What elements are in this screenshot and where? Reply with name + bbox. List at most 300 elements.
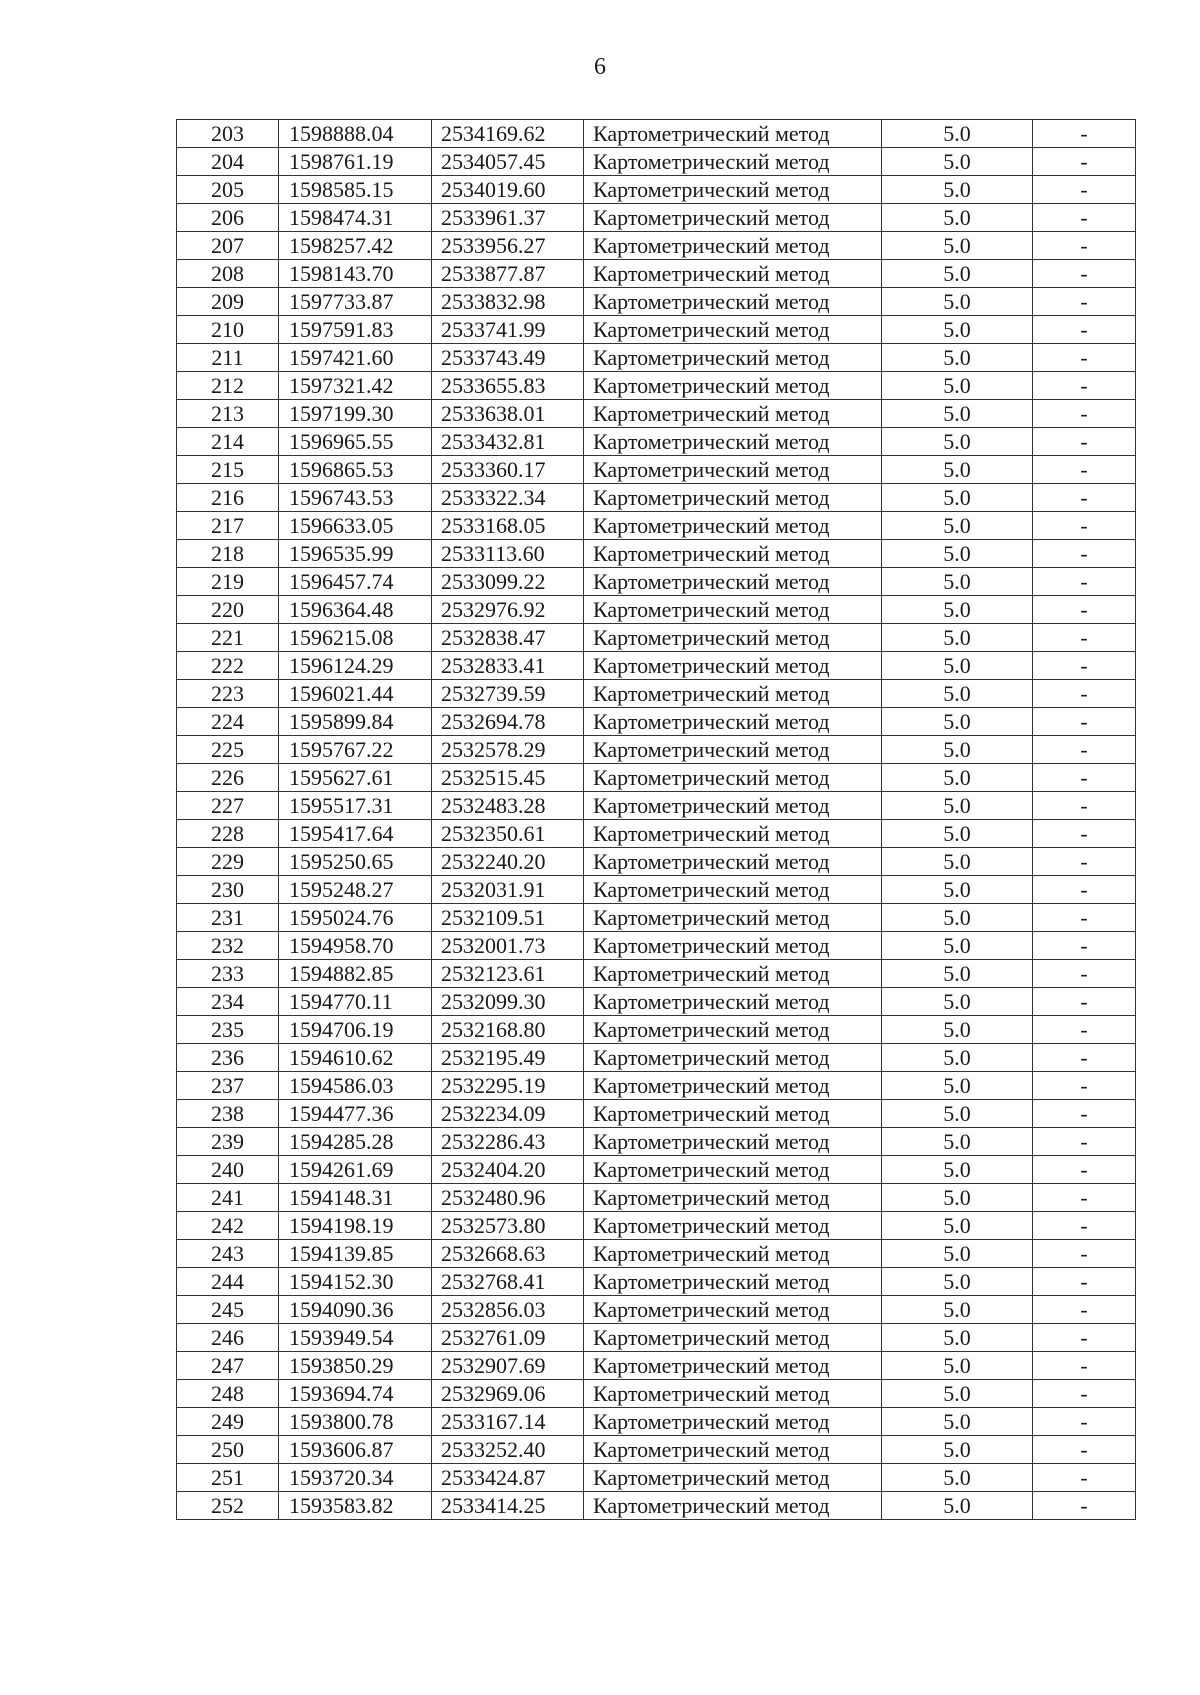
x-coordinate-cell: 1598143.70 xyxy=(279,260,432,288)
method-cell: Картометрический метод xyxy=(584,932,882,960)
method-cell: Картометрический метод xyxy=(584,400,882,428)
accuracy-cell: 5.0 xyxy=(882,372,1033,400)
method-cell: Картометрический метод xyxy=(584,232,882,260)
x-coordinate-cell: 1597199.30 xyxy=(279,400,432,428)
point-number-cell: 247 xyxy=(177,1352,279,1380)
point-number-cell: 251 xyxy=(177,1464,279,1492)
method-cell: Картометрический метод xyxy=(584,1464,882,1492)
point-number-cell: 232 xyxy=(177,932,279,960)
point-number-cell: 231 xyxy=(177,904,279,932)
accuracy-cell: 5.0 xyxy=(882,260,1033,288)
point-number-cell: 243 xyxy=(177,1240,279,1268)
method-cell: Картометрический метод xyxy=(584,540,882,568)
table-row xyxy=(177,680,1136,708)
description-cell: - xyxy=(1033,1240,1136,1268)
accuracy-cell: 5.0 xyxy=(882,1296,1033,1324)
accuracy-cell: 5.0 xyxy=(882,960,1033,988)
description-cell: - xyxy=(1033,316,1136,344)
table-row xyxy=(177,568,1136,596)
y-coordinate-cell: 2533168.05 xyxy=(432,512,584,540)
accuracy-cell: 5.0 xyxy=(882,624,1033,652)
description-cell: - xyxy=(1033,596,1136,624)
point-number-cell: 214 xyxy=(177,428,279,456)
x-coordinate-cell: 1594152.30 xyxy=(279,1268,432,1296)
method-cell: Картометрический метод xyxy=(584,960,882,988)
y-coordinate-cell: 2532838.47 xyxy=(432,624,584,652)
point-number-cell: 205 xyxy=(177,176,279,204)
accuracy-cell: 5.0 xyxy=(882,1184,1033,1212)
accuracy-cell: 5.0 xyxy=(882,1044,1033,1072)
y-coordinate-cell: 2534019.60 xyxy=(432,176,584,204)
accuracy-cell: 5.0 xyxy=(882,204,1033,232)
y-coordinate-cell: 2532123.61 xyxy=(432,960,584,988)
y-coordinate-cell: 2533741.99 xyxy=(432,316,584,344)
y-coordinate-cell: 2532976.92 xyxy=(432,596,584,624)
table-row xyxy=(177,1016,1136,1044)
x-coordinate-cell: 1595517.31 xyxy=(279,792,432,820)
point-number-cell: 226 xyxy=(177,764,279,792)
point-number-cell: 227 xyxy=(177,792,279,820)
accuracy-cell: 5.0 xyxy=(882,904,1033,932)
description-cell: - xyxy=(1033,1016,1136,1044)
y-coordinate-cell: 2533961.37 xyxy=(432,204,584,232)
table-row xyxy=(177,1268,1136,1296)
description-cell: - xyxy=(1033,652,1136,680)
description-cell: - xyxy=(1033,176,1136,204)
point-number-cell: 218 xyxy=(177,540,279,568)
description-cell: - xyxy=(1033,1296,1136,1324)
accuracy-cell: 5.0 xyxy=(882,540,1033,568)
table-row xyxy=(177,932,1136,960)
y-coordinate-cell: 2532195.49 xyxy=(432,1044,584,1072)
description-cell: - xyxy=(1033,260,1136,288)
x-coordinate-cell: 1597733.87 xyxy=(279,288,432,316)
table-row xyxy=(177,316,1136,344)
point-number-cell: 225 xyxy=(177,736,279,764)
table-row xyxy=(177,1408,1136,1436)
accuracy-cell: 5.0 xyxy=(882,932,1033,960)
method-cell: Картометрический метод xyxy=(584,1072,882,1100)
accuracy-cell: 5.0 xyxy=(882,1072,1033,1100)
accuracy-cell: 5.0 xyxy=(882,1128,1033,1156)
description-cell: - xyxy=(1033,400,1136,428)
x-coordinate-cell: 1595417.64 xyxy=(279,820,432,848)
x-coordinate-cell: 1596021.44 xyxy=(279,680,432,708)
y-coordinate-cell: 2532295.19 xyxy=(432,1072,584,1100)
method-cell: Картометрический метод xyxy=(584,512,882,540)
accuracy-cell: 5.0 xyxy=(882,820,1033,848)
description-cell: - xyxy=(1033,1464,1136,1492)
accuracy-cell: 5.0 xyxy=(882,568,1033,596)
y-coordinate-cell: 2532969.06 xyxy=(432,1380,584,1408)
accuracy-cell: 5.0 xyxy=(882,1268,1033,1296)
x-coordinate-cell: 1598257.42 xyxy=(279,232,432,260)
method-cell: Картометрический метод xyxy=(584,1492,882,1520)
y-coordinate-cell: 2534169.62 xyxy=(432,120,584,148)
x-coordinate-cell: 1594139.85 xyxy=(279,1240,432,1268)
y-coordinate-cell: 2532404.20 xyxy=(432,1156,584,1184)
description-cell: - xyxy=(1033,624,1136,652)
x-coordinate-cell: 1598761.19 xyxy=(279,148,432,176)
description-cell: - xyxy=(1033,1324,1136,1352)
table-row xyxy=(177,1380,1136,1408)
y-coordinate-cell: 2532168.80 xyxy=(432,1016,584,1044)
description-cell: - xyxy=(1033,120,1136,148)
point-number-cell: 252 xyxy=(177,1492,279,1520)
method-cell: Картометрический метод xyxy=(584,680,882,708)
y-coordinate-cell: 2532761.09 xyxy=(432,1324,584,1352)
table-row xyxy=(177,428,1136,456)
point-number-cell: 249 xyxy=(177,1408,279,1436)
table-row xyxy=(177,1212,1136,1240)
y-coordinate-cell: 2532099.30 xyxy=(432,988,584,1016)
y-coordinate-cell: 2532694.78 xyxy=(432,708,584,736)
y-coordinate-cell: 2532856.03 xyxy=(432,1296,584,1324)
accuracy-cell: 5.0 xyxy=(882,344,1033,372)
point-number-cell: 207 xyxy=(177,232,279,260)
table-row xyxy=(177,176,1136,204)
x-coordinate-cell: 1595250.65 xyxy=(279,848,432,876)
x-coordinate-cell: 1594610.62 xyxy=(279,1044,432,1072)
accuracy-cell: 5.0 xyxy=(882,1100,1033,1128)
table-row xyxy=(177,1492,1136,1520)
description-cell: - xyxy=(1033,960,1136,988)
accuracy-cell: 5.0 xyxy=(882,1156,1033,1184)
accuracy-cell: 5.0 xyxy=(882,736,1033,764)
point-number-cell: 217 xyxy=(177,512,279,540)
description-cell: - xyxy=(1033,1492,1136,1520)
y-coordinate-cell: 2532286.43 xyxy=(432,1128,584,1156)
point-number-cell: 238 xyxy=(177,1100,279,1128)
x-coordinate-cell: 1596215.08 xyxy=(279,624,432,652)
description-cell: - xyxy=(1033,680,1136,708)
point-number-cell: 206 xyxy=(177,204,279,232)
accuracy-cell: 5.0 xyxy=(882,1240,1033,1268)
method-cell: Картометрический метод xyxy=(584,1184,882,1212)
accuracy-cell: 5.0 xyxy=(882,596,1033,624)
x-coordinate-cell: 1596965.55 xyxy=(279,428,432,456)
method-cell: Картометрический метод xyxy=(584,1212,882,1240)
point-number-cell: 248 xyxy=(177,1380,279,1408)
x-coordinate-cell: 1598474.31 xyxy=(279,204,432,232)
x-coordinate-cell: 1598585.15 xyxy=(279,176,432,204)
description-cell: - xyxy=(1033,1128,1136,1156)
accuracy-cell: 5.0 xyxy=(882,848,1033,876)
x-coordinate-cell: 1594148.31 xyxy=(279,1184,432,1212)
method-cell: Картометрический метод xyxy=(584,736,882,764)
table-row xyxy=(177,1352,1136,1380)
x-coordinate-cell: 1594770.11 xyxy=(279,988,432,1016)
description-cell: - xyxy=(1033,848,1136,876)
table-row xyxy=(177,512,1136,540)
x-coordinate-cell: 1595024.76 xyxy=(279,904,432,932)
point-number-cell: 234 xyxy=(177,988,279,1016)
table-row xyxy=(177,1100,1136,1128)
accuracy-cell: 5.0 xyxy=(882,1016,1033,1044)
table-row xyxy=(177,400,1136,428)
x-coordinate-cell: 1593694.74 xyxy=(279,1380,432,1408)
point-number-cell: 213 xyxy=(177,400,279,428)
method-cell: Картометрический метод xyxy=(584,596,882,624)
method-cell: Картометрический метод xyxy=(584,484,882,512)
table-row xyxy=(177,988,1136,1016)
y-coordinate-cell: 2533252.40 xyxy=(432,1436,584,1464)
description-cell: - xyxy=(1033,456,1136,484)
y-coordinate-cell: 2533424.87 xyxy=(432,1464,584,1492)
table-row xyxy=(177,1184,1136,1212)
y-coordinate-cell: 2534057.45 xyxy=(432,148,584,176)
x-coordinate-cell: 1597591.83 xyxy=(279,316,432,344)
y-coordinate-cell: 2532907.69 xyxy=(432,1352,584,1380)
table-row xyxy=(177,736,1136,764)
table-row xyxy=(177,1128,1136,1156)
x-coordinate-cell: 1593583.82 xyxy=(279,1492,432,1520)
accuracy-cell: 5.0 xyxy=(882,708,1033,736)
description-cell: - xyxy=(1033,820,1136,848)
x-coordinate-cell: 1596535.99 xyxy=(279,540,432,568)
point-number-cell: 242 xyxy=(177,1212,279,1240)
point-number-cell: 210 xyxy=(177,316,279,344)
y-coordinate-cell: 2533832.98 xyxy=(432,288,584,316)
accuracy-cell: 5.0 xyxy=(882,176,1033,204)
method-cell: Картометрический метод xyxy=(584,428,882,456)
y-coordinate-cell: 2532768.41 xyxy=(432,1268,584,1296)
description-cell: - xyxy=(1033,540,1136,568)
method-cell: Картометрический метод xyxy=(584,1352,882,1380)
point-number-cell: 223 xyxy=(177,680,279,708)
x-coordinate-cell: 1596124.29 xyxy=(279,652,432,680)
description-cell: - xyxy=(1033,484,1136,512)
accuracy-cell: 5.0 xyxy=(882,456,1033,484)
y-coordinate-cell: 2532668.63 xyxy=(432,1240,584,1268)
point-number-cell: 241 xyxy=(177,1184,279,1212)
table-row xyxy=(177,1072,1136,1100)
description-cell: - xyxy=(1033,204,1136,232)
accuracy-cell: 5.0 xyxy=(882,1324,1033,1352)
description-cell: - xyxy=(1033,932,1136,960)
accuracy-cell: 5.0 xyxy=(882,316,1033,344)
description-cell: - xyxy=(1033,1436,1136,1464)
x-coordinate-cell: 1593720.34 xyxy=(279,1464,432,1492)
table-row xyxy=(177,876,1136,904)
method-cell: Картометрический метод xyxy=(584,904,882,932)
description-cell: - xyxy=(1033,428,1136,456)
x-coordinate-cell: 1594198.19 xyxy=(279,1212,432,1240)
point-number-cell: 230 xyxy=(177,876,279,904)
accuracy-cell: 5.0 xyxy=(882,1436,1033,1464)
y-coordinate-cell: 2533877.87 xyxy=(432,260,584,288)
y-coordinate-cell: 2532240.20 xyxy=(432,848,584,876)
accuracy-cell: 5.0 xyxy=(882,148,1033,176)
accuracy-cell: 5.0 xyxy=(882,792,1033,820)
y-coordinate-cell: 2533099.22 xyxy=(432,568,584,596)
accuracy-cell: 5.0 xyxy=(882,400,1033,428)
coordinates-table-body xyxy=(177,120,1136,1520)
y-coordinate-cell: 2533360.17 xyxy=(432,456,584,484)
description-cell: - xyxy=(1033,1044,1136,1072)
coordinates-table xyxy=(176,119,1136,1520)
x-coordinate-cell: 1593850.29 xyxy=(279,1352,432,1380)
method-cell: Картометрический метод xyxy=(584,876,882,904)
point-number-cell: 237 xyxy=(177,1072,279,1100)
table-row xyxy=(177,148,1136,176)
description-cell: - xyxy=(1033,1156,1136,1184)
x-coordinate-cell: 1597321.42 xyxy=(279,372,432,400)
y-coordinate-cell: 2532573.80 xyxy=(432,1212,584,1240)
method-cell: Картометрический метод xyxy=(584,260,882,288)
method-cell: Картометрический метод xyxy=(584,1324,882,1352)
point-number-cell: 229 xyxy=(177,848,279,876)
method-cell: Картометрический метод xyxy=(584,988,882,1016)
x-coordinate-cell: 1597421.60 xyxy=(279,344,432,372)
y-coordinate-cell: 2533956.27 xyxy=(432,232,584,260)
point-number-cell: 209 xyxy=(177,288,279,316)
table-row xyxy=(177,1156,1136,1184)
method-cell: Картометрический метод xyxy=(584,344,882,372)
method-cell: Картометрический метод xyxy=(584,1156,882,1184)
method-cell: Картометрический метод xyxy=(584,120,882,148)
description-cell: - xyxy=(1033,988,1136,1016)
accuracy-cell: 5.0 xyxy=(882,1212,1033,1240)
description-cell: - xyxy=(1033,512,1136,540)
x-coordinate-cell: 1594586.03 xyxy=(279,1072,432,1100)
table-row xyxy=(177,1044,1136,1072)
description-cell: - xyxy=(1033,232,1136,260)
x-coordinate-cell: 1596633.05 xyxy=(279,512,432,540)
description-cell: - xyxy=(1033,708,1136,736)
description-cell: - xyxy=(1033,1380,1136,1408)
accuracy-cell: 5.0 xyxy=(882,1408,1033,1436)
y-coordinate-cell: 2532739.59 xyxy=(432,680,584,708)
y-coordinate-cell: 2532234.09 xyxy=(432,1100,584,1128)
x-coordinate-cell: 1594706.19 xyxy=(279,1016,432,1044)
description-cell: - xyxy=(1033,372,1136,400)
y-coordinate-cell: 2532515.45 xyxy=(432,764,584,792)
x-coordinate-cell: 1594882.85 xyxy=(279,960,432,988)
method-cell: Картометрический метод xyxy=(584,204,882,232)
method-cell: Картометрический метод xyxy=(584,1296,882,1324)
table-row xyxy=(177,624,1136,652)
y-coordinate-cell: 2533322.34 xyxy=(432,484,584,512)
method-cell: Картометрический метод xyxy=(584,652,882,680)
point-number-cell: 204 xyxy=(177,148,279,176)
method-cell: Картометрический метод xyxy=(584,848,882,876)
accuracy-cell: 5.0 xyxy=(882,484,1033,512)
y-coordinate-cell: 2532109.51 xyxy=(432,904,584,932)
method-cell: Картометрический метод xyxy=(584,1044,882,1072)
description-cell: - xyxy=(1033,1184,1136,1212)
description-cell: - xyxy=(1033,344,1136,372)
table-row xyxy=(177,372,1136,400)
description-cell: - xyxy=(1033,876,1136,904)
method-cell: Картометрический метод xyxy=(584,1436,882,1464)
table-row xyxy=(177,120,1136,148)
point-number-cell: 220 xyxy=(177,596,279,624)
accuracy-cell: 5.0 xyxy=(882,120,1033,148)
description-cell: - xyxy=(1033,568,1136,596)
description-cell: - xyxy=(1033,1212,1136,1240)
y-coordinate-cell: 2533167.14 xyxy=(432,1408,584,1436)
y-coordinate-cell: 2532350.61 xyxy=(432,820,584,848)
description-cell: - xyxy=(1033,792,1136,820)
method-cell: Картометрический метод xyxy=(584,764,882,792)
point-number-cell: 222 xyxy=(177,652,279,680)
x-coordinate-cell: 1596865.53 xyxy=(279,456,432,484)
y-coordinate-cell: 2533638.01 xyxy=(432,400,584,428)
accuracy-cell: 5.0 xyxy=(882,764,1033,792)
method-cell: Картометрический метод xyxy=(584,456,882,484)
table-row xyxy=(177,708,1136,736)
x-coordinate-cell: 1594285.28 xyxy=(279,1128,432,1156)
method-cell: Картометрический метод xyxy=(584,708,882,736)
x-coordinate-cell: 1595248.27 xyxy=(279,876,432,904)
accuracy-cell: 5.0 xyxy=(882,1380,1033,1408)
description-cell: - xyxy=(1033,148,1136,176)
x-coordinate-cell: 1596457.74 xyxy=(279,568,432,596)
method-cell: Картометрический метод xyxy=(584,1016,882,1044)
table-row xyxy=(177,456,1136,484)
table-row xyxy=(177,232,1136,260)
x-coordinate-cell: 1593949.54 xyxy=(279,1324,432,1352)
method-cell: Картометрический метод xyxy=(584,372,882,400)
description-cell: - xyxy=(1033,1352,1136,1380)
table-row xyxy=(177,764,1136,792)
point-number-cell: 240 xyxy=(177,1156,279,1184)
point-number-cell: 245 xyxy=(177,1296,279,1324)
method-cell: Картометрический метод xyxy=(584,148,882,176)
table-row xyxy=(177,260,1136,288)
y-coordinate-cell: 2533113.60 xyxy=(432,540,584,568)
method-cell: Картометрический метод xyxy=(584,792,882,820)
x-coordinate-cell: 1596364.48 xyxy=(279,596,432,624)
method-cell: Картометрический метод xyxy=(584,1268,882,1296)
y-coordinate-cell: 2532578.29 xyxy=(432,736,584,764)
y-coordinate-cell: 2532001.73 xyxy=(432,932,584,960)
x-coordinate-cell: 1593800.78 xyxy=(279,1408,432,1436)
point-number-cell: 224 xyxy=(177,708,279,736)
point-number-cell: 233 xyxy=(177,960,279,988)
point-number-cell: 239 xyxy=(177,1128,279,1156)
accuracy-cell: 5.0 xyxy=(882,1492,1033,1520)
accuracy-cell: 5.0 xyxy=(882,512,1033,540)
x-coordinate-cell: 1596743.53 xyxy=(279,484,432,512)
table-row xyxy=(177,848,1136,876)
y-coordinate-cell: 2533432.81 xyxy=(432,428,584,456)
y-coordinate-cell: 2532483.28 xyxy=(432,792,584,820)
description-cell: - xyxy=(1033,1100,1136,1128)
method-cell: Картометрический метод xyxy=(584,1128,882,1156)
description-cell: - xyxy=(1033,1072,1136,1100)
point-number-cell: 211 xyxy=(177,344,279,372)
y-coordinate-cell: 2533655.83 xyxy=(432,372,584,400)
table-row xyxy=(177,1296,1136,1324)
method-cell: Картометрический метод xyxy=(584,568,882,596)
method-cell: Картометрический метод xyxy=(584,624,882,652)
description-cell: - xyxy=(1033,288,1136,316)
y-coordinate-cell: 2532833.41 xyxy=(432,652,584,680)
x-coordinate-cell: 1595899.84 xyxy=(279,708,432,736)
x-coordinate-cell: 1594090.36 xyxy=(279,1296,432,1324)
table-row xyxy=(177,1464,1136,1492)
point-number-cell: 246 xyxy=(177,1324,279,1352)
x-coordinate-cell: 1595627.61 xyxy=(279,764,432,792)
accuracy-cell: 5.0 xyxy=(882,988,1033,1016)
accuracy-cell: 5.0 xyxy=(882,1352,1033,1380)
point-number-cell: 250 xyxy=(177,1436,279,1464)
point-number-cell: 215 xyxy=(177,456,279,484)
table-row xyxy=(177,1240,1136,1268)
point-number-cell: 212 xyxy=(177,372,279,400)
